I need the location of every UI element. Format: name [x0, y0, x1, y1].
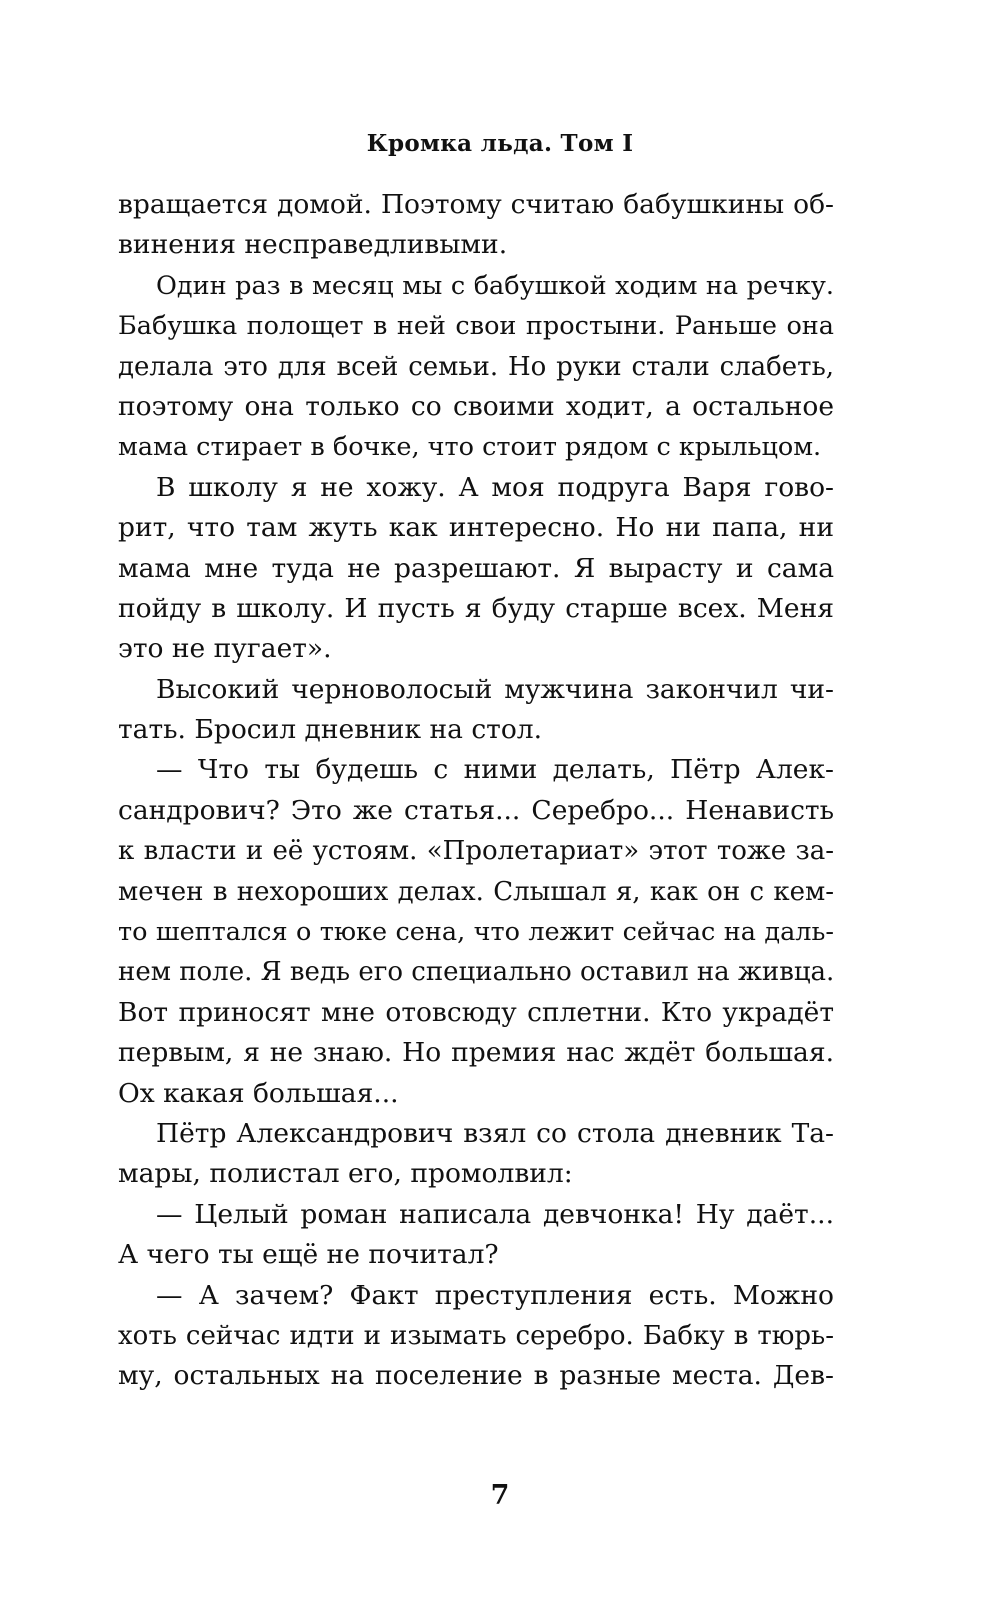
- text-line: рит, что там жуть как интересно. Но ни папа, ни: [118, 512, 834, 544]
- text-line: делала это для всей семьи. Но руки стали слабеть,: [118, 351, 834, 382]
- text-line: Вот приносят мне отовсюду сплетни. Кто украдёт: [118, 996, 834, 1028]
- text-line: — Что ты будешь с ними делать, Пётр Алек-: [156, 754, 834, 786]
- text-line: тать. Бросил дневник на стол.: [118, 714, 543, 746]
- text-line: поэтому она только со своими ходит, а остальное: [118, 390, 834, 422]
- text-line: сандрович? Это же статья... Серебро... Ненависть: [118, 794, 834, 826]
- text-line: то шептался о тюке сена, что лежит сейчас на даль-: [118, 917, 834, 948]
- text-line: Высокий черноволосый мужчина закончил чи-: [156, 673, 834, 705]
- text-line: хоть сейчас идти и изымать серебро. Бабку в тюрь-: [118, 1320, 834, 1351]
- body-text: [118, 185, 834, 1397]
- text-line: Один раз в месяц мы с бабушкой ходим на речку.: [156, 270, 834, 301]
- text-line: В школу я не хожу. А моя подруга Варя гово-: [156, 471, 834, 503]
- text-line: Пётр Александрович взял со стола дневник Та-: [156, 1117, 834, 1149]
- text-line: пойду в школу. И пусть я буду старше всех. Меня: [118, 592, 834, 624]
- text-line: Ох какая большая...: [118, 1077, 399, 1109]
- text-line: — А зачем? Факт преступления есть. Можно: [156, 1279, 834, 1311]
- text-line: винения несправедливыми.: [118, 229, 508, 261]
- running-title: Кромка льда. Том I: [366, 130, 634, 157]
- text-line: первым, я не знаю. Но премия нас ждёт большая.: [118, 1037, 834, 1069]
- text-line: Бабушка полощет в ней свои простыни. Раньше она: [118, 311, 834, 342]
- text-line: к власти и её устоям. «Пролетариат» этот тоже за-: [118, 836, 834, 867]
- text-line: му, остальных на поселение в разные места. Дев-: [118, 1360, 834, 1392]
- page-number: 7: [490, 1480, 510, 1511]
- text-line: мечен в нехороших делах. Слышал я, как он с кем-: [118, 876, 834, 907]
- text-line: мама стирает в бочке, что стоит рядом с крыльцом.: [118, 432, 822, 463]
- text-line: мары, полистал его, промолвил:: [118, 1158, 573, 1190]
- text-line: мама мне туда не разрешают. Я вырасту и сама: [118, 552, 834, 584]
- text-line: А чего ты ещё не почитал?: [118, 1239, 499, 1271]
- text-line: вращается домой. Поэтому считаю бабушкины об-: [118, 189, 834, 220]
- text-line: это не пугает».: [118, 633, 332, 665]
- text-line: — Целый роман написала девчонка! Ну даёт...: [156, 1198, 834, 1230]
- text-line: нем поле. Я ведь его специально оставил на живца.: [118, 957, 834, 988]
